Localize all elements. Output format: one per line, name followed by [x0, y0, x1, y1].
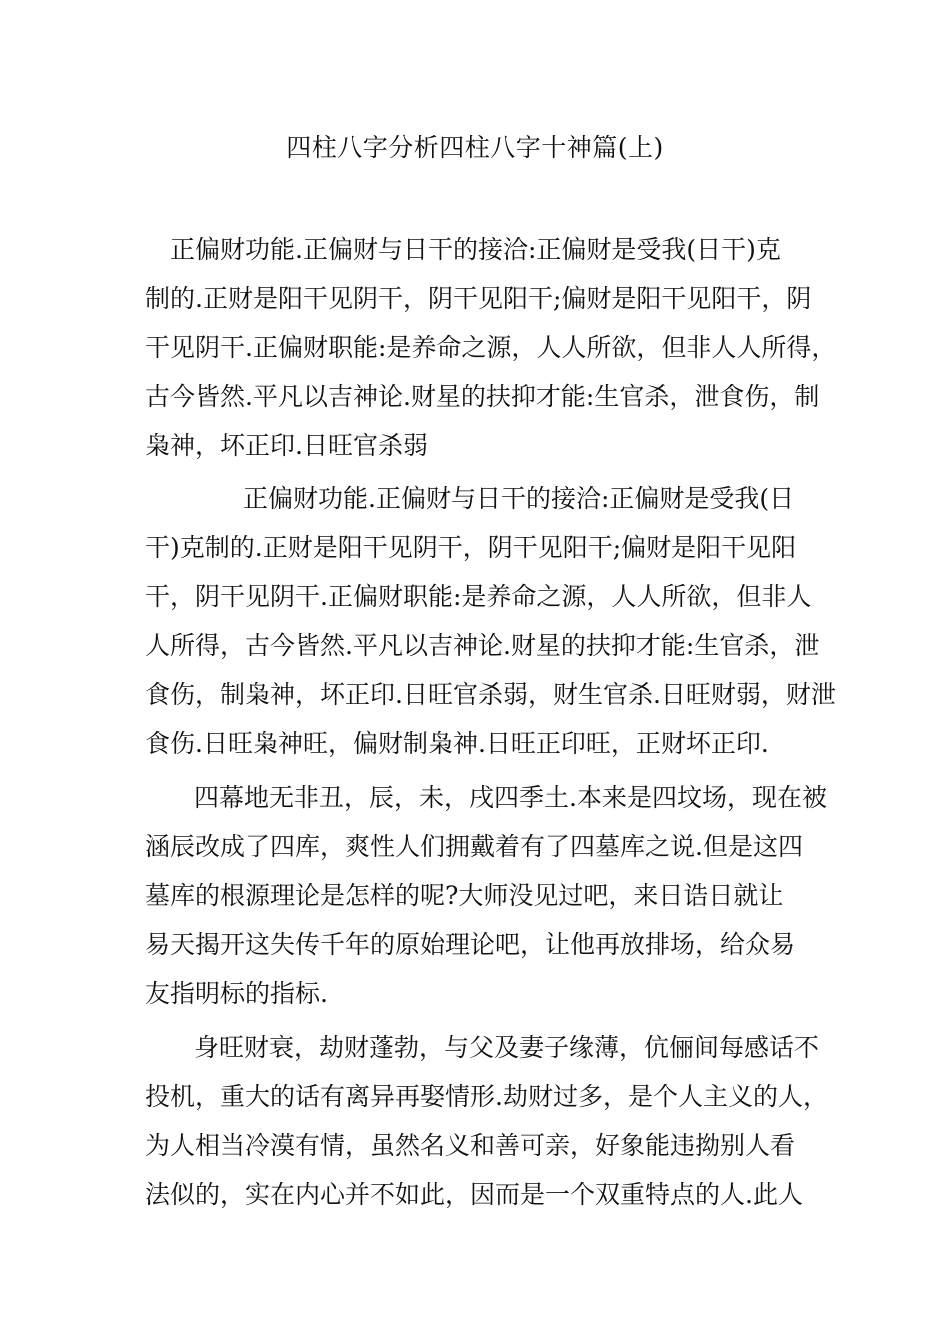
p1-line-5: 枭神，坏正印.日旺官杀弱: [145, 431, 428, 460]
p1-line-2: 制的.正财是阳干见阴干，阴干见阳干;偏财是阳干见阳干，阴: [145, 284, 812, 313]
p2-line-5: 食伤，制枭神，坏正印.日旺官杀弱，财生官杀.日旺财弱，财泄: [145, 680, 836, 709]
p4-line-3: 为人相当冷漠有情，虽然名义和善可亲，好象能违拗别人看: [145, 1131, 796, 1160]
p3-line-3: 墓库的根源理论是怎样的呢?大师没见过吧，来日诰日就让: [145, 881, 784, 910]
p2-line-3: 干，阴干见阴干.正偏财职能:是养命之源，人人所欲，但非人: [145, 582, 812, 611]
p1-line-4: 古今皆然.平凡以吉神论.财星的扶抑才能:生官杀，泄食伤，制: [145, 382, 820, 411]
document-title: 四柱八字分析四柱八字十神篇(上): [286, 133, 664, 162]
p2-line-4: 人所得，古今皆然.平凡以吉神论.财星的扶抑才能:生官杀，泄: [145, 631, 820, 660]
p1-line-3: 干见阴干.正偏财职能:是养命之源，人人所欲，但非人人所得，: [145, 333, 837, 362]
p3-line-2: 涵辰改成了四库，爽性人们拥戴着有了四墓库之说.但是这四: [145, 832, 803, 861]
p3-line-4: 易天揭开这失传千年的原始理论吧，让他再放排场，给众易: [145, 930, 796, 959]
p4-line-1: 身旺财衰，劫财蓬勃，与父及妻子缘薄，伉俪间每感话不: [194, 1033, 820, 1062]
p4-line-4: 法似的，实在内心并不如此，因而是一个双重特点的人.此人: [145, 1180, 803, 1209]
p2-line-6: 食伤.日旺枭神旺，偏财制枭神.日旺正印旺，正财坏正印.: [145, 729, 769, 758]
p1-line-1: 正偏财功能.正偏财与日干的接洽:正偏财是受我(日干)克: [170, 235, 781, 264]
p2-line-2: 干)克制的.正财是阳干见阴干，阴干见阳干;偏财是阳干见阳: [145, 533, 797, 562]
p3-line-1: 四幕地无非丑，辰，未，戌四季土.本来是四坟场，现在被: [194, 783, 827, 812]
p2-line-1: 正偏财功能.正偏财与日干的接洽:正偏财是受我(日: [243, 484, 795, 513]
p3-line-5: 友指明标的指标.: [145, 979, 328, 1008]
p4-line-2: 投机，重大的话有离异再娶情形.劫财过多，是个人主义的人，: [145, 1082, 828, 1111]
